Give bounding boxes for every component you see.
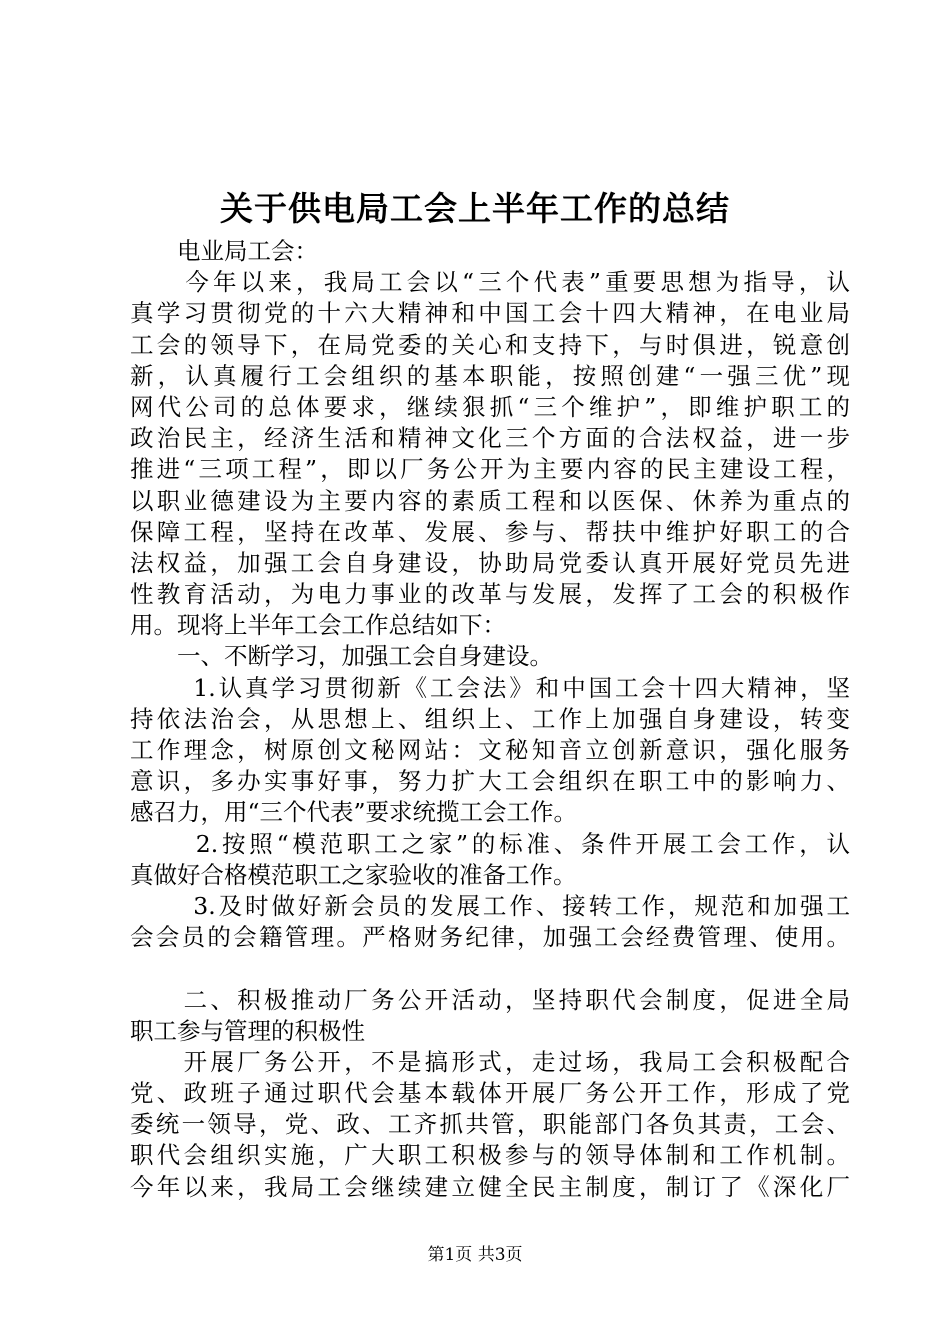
body-line: 真学习贯彻党的十六大精神和中国工会十四大精神，在电业局 — [130, 299, 850, 328]
body-line: 3.及时做好新会员的发展工作、接转工作，规范和加强工 — [130, 891, 850, 920]
blank-line — [130, 953, 850, 984]
body-line: 党、政班子通过职代会基本载体开展厂务公开工作，形成了党 — [130, 1079, 850, 1108]
body-line: 感召力，用“三个代表”要求统揽工会工作。 — [130, 798, 578, 827]
body-line: 一、不断学习，加强工会自身建设。 — [130, 642, 553, 671]
body-line: 会会员的会籍管理。严格财务纪律，加强工会经费管理、使用。 — [130, 923, 850, 952]
body-line: 电业局工会： — [130, 237, 318, 265]
body-line: 今年以来，我局工会继续建立健全民主制度，制订了《深化厂 — [130, 1172, 850, 1201]
body-line: 职代会组织实施，广大职工积极参与的领导体制和工作机制。 — [130, 1141, 850, 1170]
body-line: 保障工程，坚持在改革、发展、参与、帮扶中维护好职工的合 — [130, 517, 850, 546]
body-line: 工会的领导下，在局党委的关心和支持下，与时俱进，锐意创 — [130, 330, 850, 359]
body-line: 二、积极推动厂务公开活动，坚持职代会制度，促进全局 — [130, 985, 850, 1014]
body-line: 政治民主，经济生活和精神文化三个方面的合法权益，进一步 — [130, 424, 850, 453]
body-line: 今年以来，我局工会以“三个代表”重要思想为指导，认 — [130, 268, 850, 297]
body-line: 2.按照“模范职工之家”的标准、条件开展工会工作，认 — [130, 829, 850, 858]
body-line: 工作理念，树原创文秘网站：文秘知音立创新意识，强化服务 — [130, 736, 850, 764]
body-line: 开展厂务公开，不是搞形式，走过场，我局工会积极配合 — [130, 1047, 850, 1076]
body-line: 性教育活动，为电力事业的改革与发展，发挥了工会的积极作 — [130, 580, 850, 609]
body-line: 法权益，加强工会自身建设，协助局党委认真开展好党员先进 — [130, 548, 850, 577]
body-line: 1.认真学习贯彻新《工会法》和中国工会十四大精神，坚 — [130, 673, 850, 702]
body-line: 新，认真履行工会组织的基本职能，按照创建“一强三优”现 — [130, 361, 850, 390]
document-title: 关于供电局工会上半年工作的总结 — [220, 189, 730, 228]
document-body — [130, 236, 850, 1203]
body-line: 网代公司的总体要求，继续狠抓“三个维护”，即维护职工的 — [130, 392, 850, 421]
body-line: 委统一领导，党、政、工齐抓共管，职能部门各负其责，工会、 — [130, 1110, 850, 1139]
body-line: 推进“三项工程”，即以厂务公开为主要内容的民主建设工程， — [130, 455, 850, 484]
body-line: 意识，多办实事好事，努力扩大工会组织在职工中的影响力、 — [130, 767, 850, 796]
page-footer: 第1页 共3页 — [427, 1245, 523, 1265]
body-line: 职工参与管理的积极性 — [130, 1016, 365, 1045]
body-line: 持依法治会，从思想上、组织上、工作上加强自身建设，转变 — [130, 704, 850, 733]
body-line: 真做好合格模范职工之家验收的准备工作。 — [130, 860, 577, 889]
body-line: 以职业德建设为主要内容的素质工程和以医保、休养为重点的 — [130, 486, 850, 515]
body-line: 用。现将上半年工会工作总结如下： — [130, 611, 506, 640]
